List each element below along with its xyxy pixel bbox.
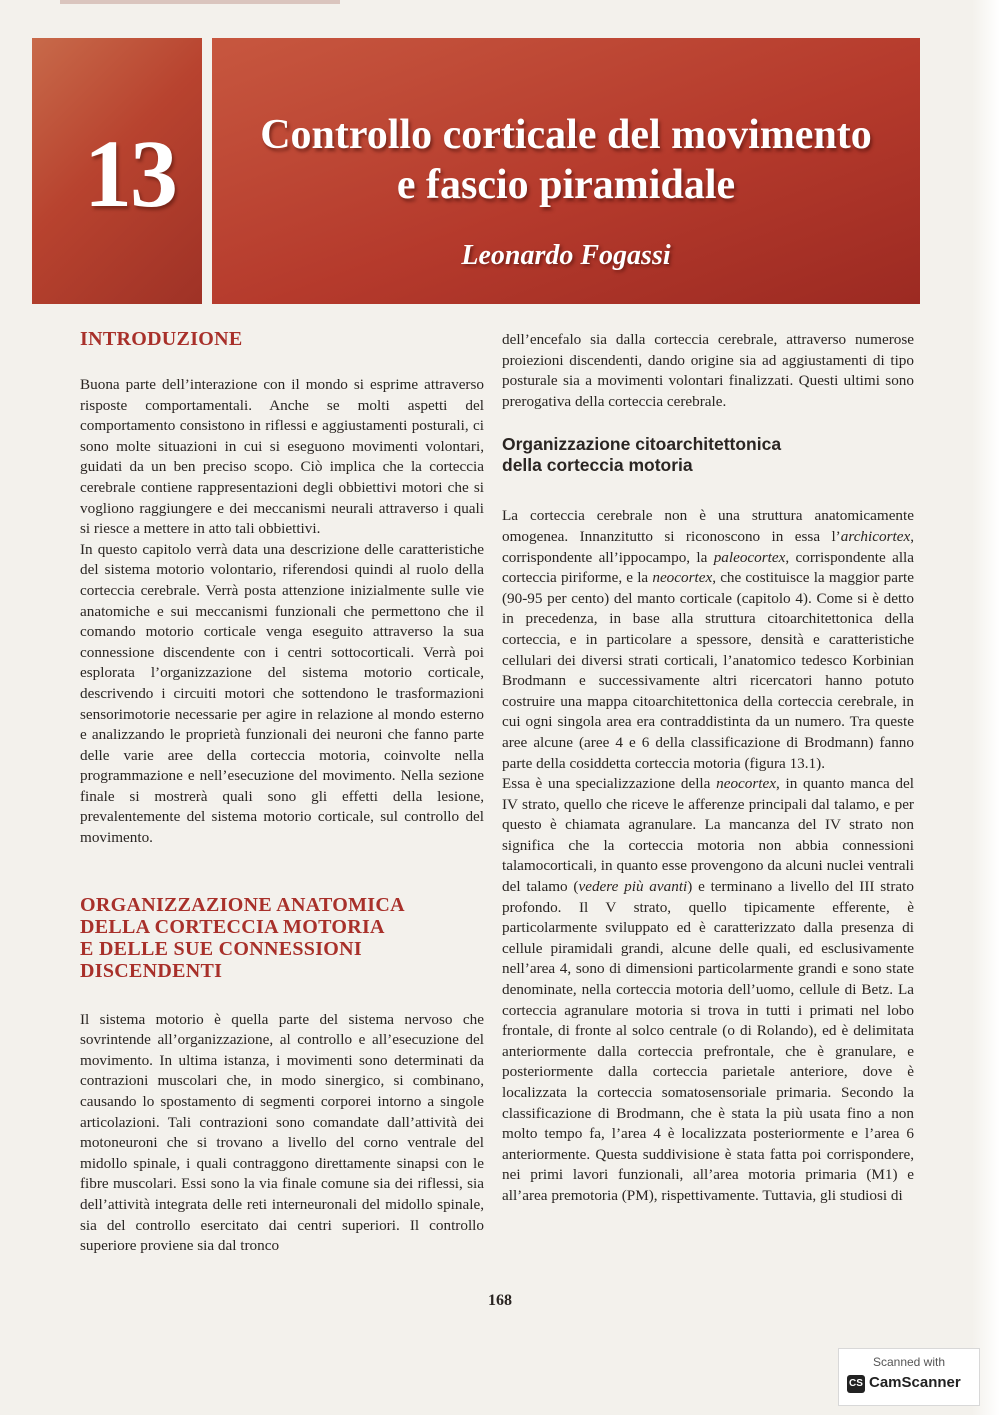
section-heading-line: E DELLE SUE CONNESSIONI bbox=[80, 937, 362, 960]
watermark-caption: Scanned with bbox=[872, 1355, 946, 1369]
text-run: La corteccia cerebrale non è una struttura anatomicamente omogenea. Innanzitutto si riconoscono in essa l’ bbox=[502, 507, 914, 545]
scan-edge-shadow bbox=[972, 0, 1000, 1415]
chapter-title-line2: e fascio piramidale bbox=[396, 162, 736, 208]
text-run: , in quanto manca del IV strato, quello che riceve le afferenze principali dal talamo, e per questo è chiamata agranulare. La mancanza del IV strato non significa che la corteccia motoria non abbia connessioni talamocorticali, in quanto esse provengono da alcuni nuclei ventrali del talamo ( bbox=[502, 775, 914, 896]
continuation-paragraph: dell’encefalo sia dalla corteccia cerebrale, attraverso numerose proiezioni discendenti, dando origine sia ad aggiustamenti di tipo posturale sia a movimenti volontari finalizzati. Questi ultimi sono prerogativa della corteccia cerebrale. bbox=[502, 331, 914, 410]
chapter-number: 13 bbox=[84, 120, 176, 227]
cross-reference: vedere più avanti bbox=[578, 878, 688, 896]
section-heading-line: ORGANIZZAZIONE ANATOMICA bbox=[80, 893, 405, 916]
text-run: , corrispondente all’ippocampo, la bbox=[502, 527, 914, 566]
text-run: ) e terminano a livello del III strato profondo. Il V strato, quello tipicamente efferente, è particolarmente sviluppato ed è caratterizzato dalla presenza di cellule piramidali grandi, alcune delle quali, ed esclusivamente nell’area 4, sono di dimensioni particolarmente grandi e sono state denominate, nella corteccia motoria dell’uomo, cellule di Betz. La corteccia agranulare motoria si trova in tutti i primati nel lobo frontale, di fronte al solco centrale (o di Rolando), ed è delimitata anteriormente dalla corteccia prefrontale, che è granulare, e posteriormente dalla corteccia parietale anteriore, dove è localizzata la corteccia somatosensoriale primaria. Secondo la classificazione di Brodmann, che è stata la più usata fino a non molto tempo fa, l’area 4 è localizzata posteriormente e l’area 6 anteriormente. Questa suddivisione è stata fatta poi corrispondere, nei primi lavori funzionali, all’area motoria primaria (M1) e all’area premotoria (PM), rispettivamente. Tuttavia, gli studiosi di bbox=[502, 878, 914, 1204]
section-heading-line: DISCENDENTI bbox=[80, 959, 223, 982]
page-number: 168 bbox=[488, 1292, 512, 1309]
subheading-line: della corteccia motoria bbox=[502, 455, 693, 476]
left-column bbox=[80, 328, 484, 1257]
chapter-banner bbox=[32, 38, 920, 304]
chapter-title bbox=[212, 110, 920, 210]
chapter-title-line1: Controllo corticale del movimento bbox=[260, 112, 872, 158]
term-archicortex: archicortex bbox=[840, 527, 911, 545]
text-run: , che costituisce la maggior parte (90-95 per cento) del manto corticale (capitolo 4). Come si è detto in precedenza, in base alla struttura citoarchitettonica della corteccia, e in particolare a spessore, densità e caratteristiche cellulari dei diversi strati corticali, l’anatomico tedesco Korbinian Brodmann e successivamente altri ricercatori hanno potuto costruire una mappa citoarchitettonica della corteccia cerebrale, in cui ogni singola area era contraddistinta da un numero. Tra queste aree alcune (aree 4 e 6 della classificazione di Brodmann) fanno parte della cosiddetta corteccia motoria (figura 13.1). bbox=[502, 569, 914, 772]
section-heading-line: DELLA CORTECCIA MOTORIA bbox=[80, 915, 385, 938]
camscanner-watermark bbox=[838, 1348, 980, 1406]
chapter-author: Leonardo Fogassi bbox=[461, 240, 671, 271]
term-neocortex: neocortex bbox=[716, 775, 776, 793]
term-paleocortex: paleocortex bbox=[713, 548, 786, 566]
camscanner-logo-icon: CS bbox=[847, 1375, 865, 1393]
intro-heading: INTRODUZIONE bbox=[80, 328, 243, 350]
section-heading-anatomy bbox=[80, 894, 484, 982]
intro-paragraph-2: In questo capitolo verrà data una descrizione delle caratteristiche del sistema motorio volontario, riferendosi quindi al ruolo della corteccia cerebrale. Verrà posta attenzione inizialmente sulle vie anatomiche e sui meccanismi funzionali che permettono che il comando motorio corticale venga eseguito attraverso la sua connessione discendente con i centri sottocorticali. Verrà poi esplorata l’organizzazione del sistema motorio corticale, descrivendo i circuiti motori che sottendono le trasformazioni sensorimotorie necessarie per agire in relazione al mondo esterno e analizzando le proprietà funzionali dei neuroni che fanno parte delle varie aree della corteccia motoria, coinvolte nella programmazione e nell’esecuzione del movimento. Nella sezione finale si mostrerà quali sono gli effetti della lesione, prevalentemente del sistema motorio corticale, sul controllo del movimento. bbox=[80, 540, 484, 847]
scan-edge-artifact bbox=[60, 0, 340, 4]
subheading-cytoarchitecture bbox=[502, 434, 914, 476]
intro-paragraph-1: Buona parte dell’interazione con il mondo si esprime attraverso risposte comportamentali. Anche se molti aspetti del comportamento consistono in riflessi e aggiustamenti posturali, ci sono molte situazioni in cui si eseguono movimenti volontari, guidati da un ben preciso scopo. Ciò implica che la corteccia cerebrale contiene rappresentazioni degli obbiettivi motori che si vogliono raggiungere e dei meccanismi neurali attraverso i quali si riesce a mettere in atto tali obbiettivi. bbox=[80, 376, 484, 538]
cytoarchitecture-paragraph-1 bbox=[502, 506, 914, 774]
text-run: Essa è una specializzazione della bbox=[502, 775, 717, 793]
cytoarchitecture-paragraph-2 bbox=[502, 774, 914, 1206]
subheading-line: Organizzazione citoarchitettonica bbox=[502, 434, 782, 455]
anatomy-paragraph-1: Il sistema motorio è quella parte del sistema nervoso che sovrintende all’organizzazione, al controllo e all’esecuzione del movimento. In ultima istanza, i movimenti sono determinati da contrazioni muscolari che, in modo sinergico, si combinano, causando lo spostamento di segmenti corporei intorno a singole articolazioni. Tali contrazioni sono comandate dall’attività dei motoneuroni che si trovano a livello del corno ventrale del midollo spinale, i quali contraggono direttamente sinapsi con le fibre muscolari. Essi sono la via finale comune sia dei riflessi, sia dell’attività integrata delle reti interneuronali del midollo spinale, sia del controllo esercitato dai centri superiori. Il controllo superiore proviene sia dal tronco bbox=[80, 1010, 484, 1255]
right-column bbox=[502, 330, 914, 1207]
term-neocortex: neocortex bbox=[652, 569, 713, 587]
watermark-brand: CamScanner bbox=[869, 1374, 961, 1391]
text-run: , corrispondente alla corteccia piriforme, e la bbox=[502, 548, 914, 587]
banner-divider bbox=[202, 38, 212, 304]
